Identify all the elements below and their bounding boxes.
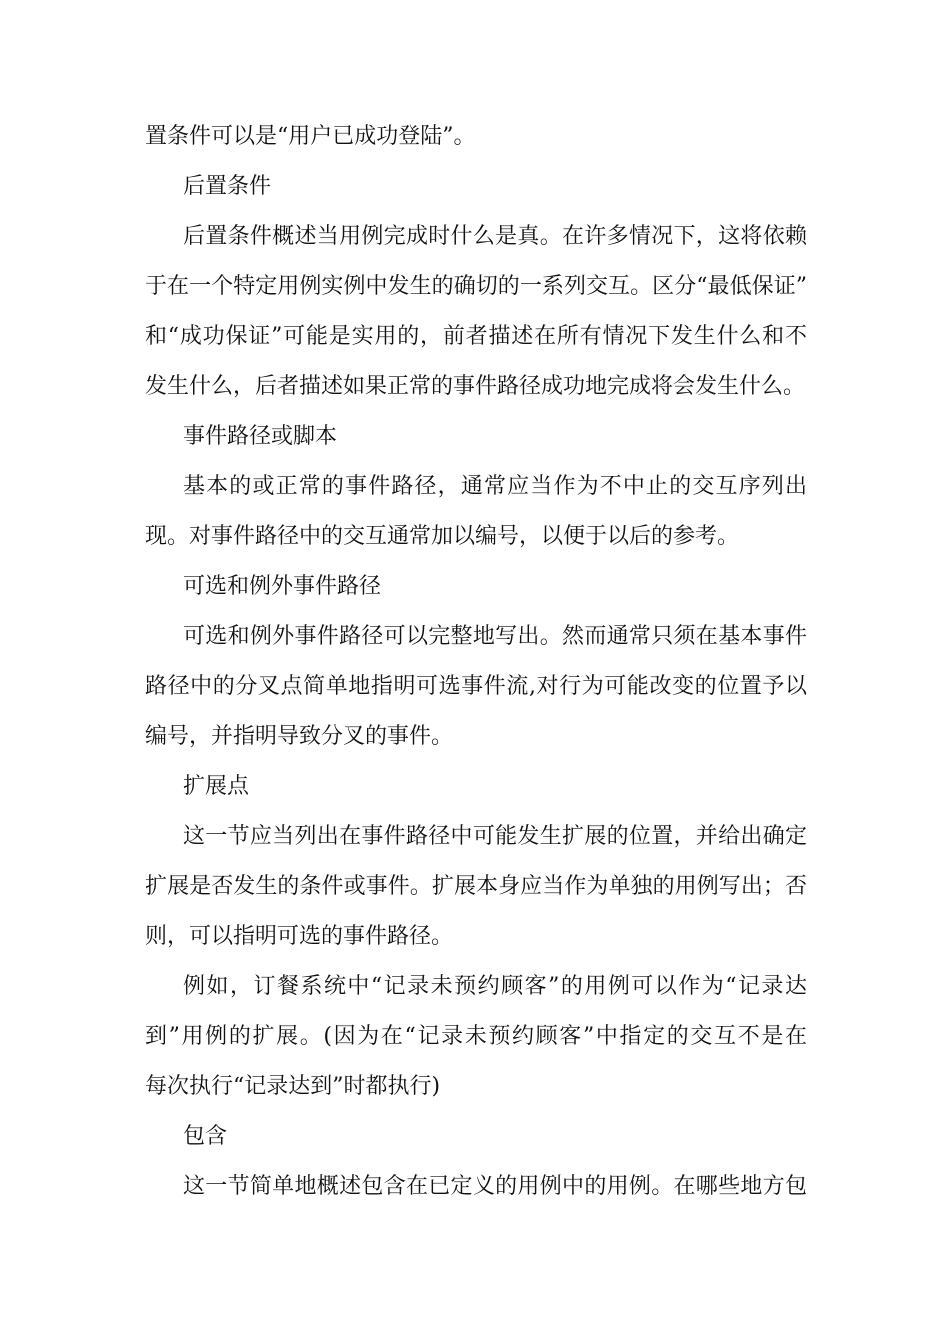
section-heading: 包含 (183, 1124, 228, 1149)
section-heading: 后置条件 (183, 174, 272, 199)
paragraph (145, 462, 807, 562)
text-line: 和“成功保证”可能是实用的，前者描述在所有情况下发生什么和不 (145, 324, 807, 349)
text-line: 扩展是否发生的条件或事件。扩展本身应当作为单独的用例写出；否 (145, 874, 807, 899)
text-line: 例如，订餐系统中“记录未预约顾客”的用例可以作为“记录达 (183, 974, 807, 999)
text-line: 路径中的分叉点简单地指明可选事件流,对行为可能改变的位置予以 (145, 674, 807, 699)
text-line: 置条件可以是“用户已成功登陆”。 (145, 124, 476, 149)
text-body (145, 112, 807, 1212)
text-line: 则，可以指明可选的事件路径。 (145, 924, 454, 949)
document-page (145, 112, 807, 1212)
text-line: 后置条件概述当用例完成时什么是真。在许多情况下，这将依赖 (183, 224, 807, 249)
paragraph (145, 812, 807, 962)
paragraph (145, 212, 807, 412)
text-line: 每次执行“记录达到”时都执行) (145, 1074, 441, 1099)
section-heading: 扩展点 (183, 774, 250, 799)
section-heading: 事件路径或脚本 (183, 424, 338, 449)
section-heading: 可选和例外事件路径 (183, 574, 382, 599)
text-line: 现。对事件路径中的交互通常加以编号，以便于以后的参考。 (145, 524, 740, 549)
text-line: 可选和例外事件路径可以完整地写出。然而通常只须在基本事件 (183, 624, 807, 649)
text-line: 基本的或正常的事件路径，通常应当作为不中止的交互序列出 (183, 474, 807, 499)
paragraph (145, 962, 807, 1112)
paragraph (145, 1162, 807, 1212)
text-line: 于在一个特定用例实例中发生的确切的一系列交互。区分“最低保证” (145, 274, 807, 299)
text-line: 这一节简单地概述包含在已定义的用例中的用例。在哪些地方包 (183, 1174, 807, 1199)
paragraph (145, 612, 807, 762)
paragraph (145, 112, 807, 162)
text-line: 到”用例的扩展。(因为在“记录未预约顾客”中指定的交互不是在 (145, 1024, 807, 1049)
text-line: 发生什么，后者描述如果正常的事件路径成功地完成将会发生什么。 (145, 374, 806, 399)
text-line: 这一节应当列出在事件路径中可能发生扩展的位置，并给出确定 (183, 824, 807, 849)
text-line: 编号，并指明导致分叉的事件。 (145, 724, 454, 749)
